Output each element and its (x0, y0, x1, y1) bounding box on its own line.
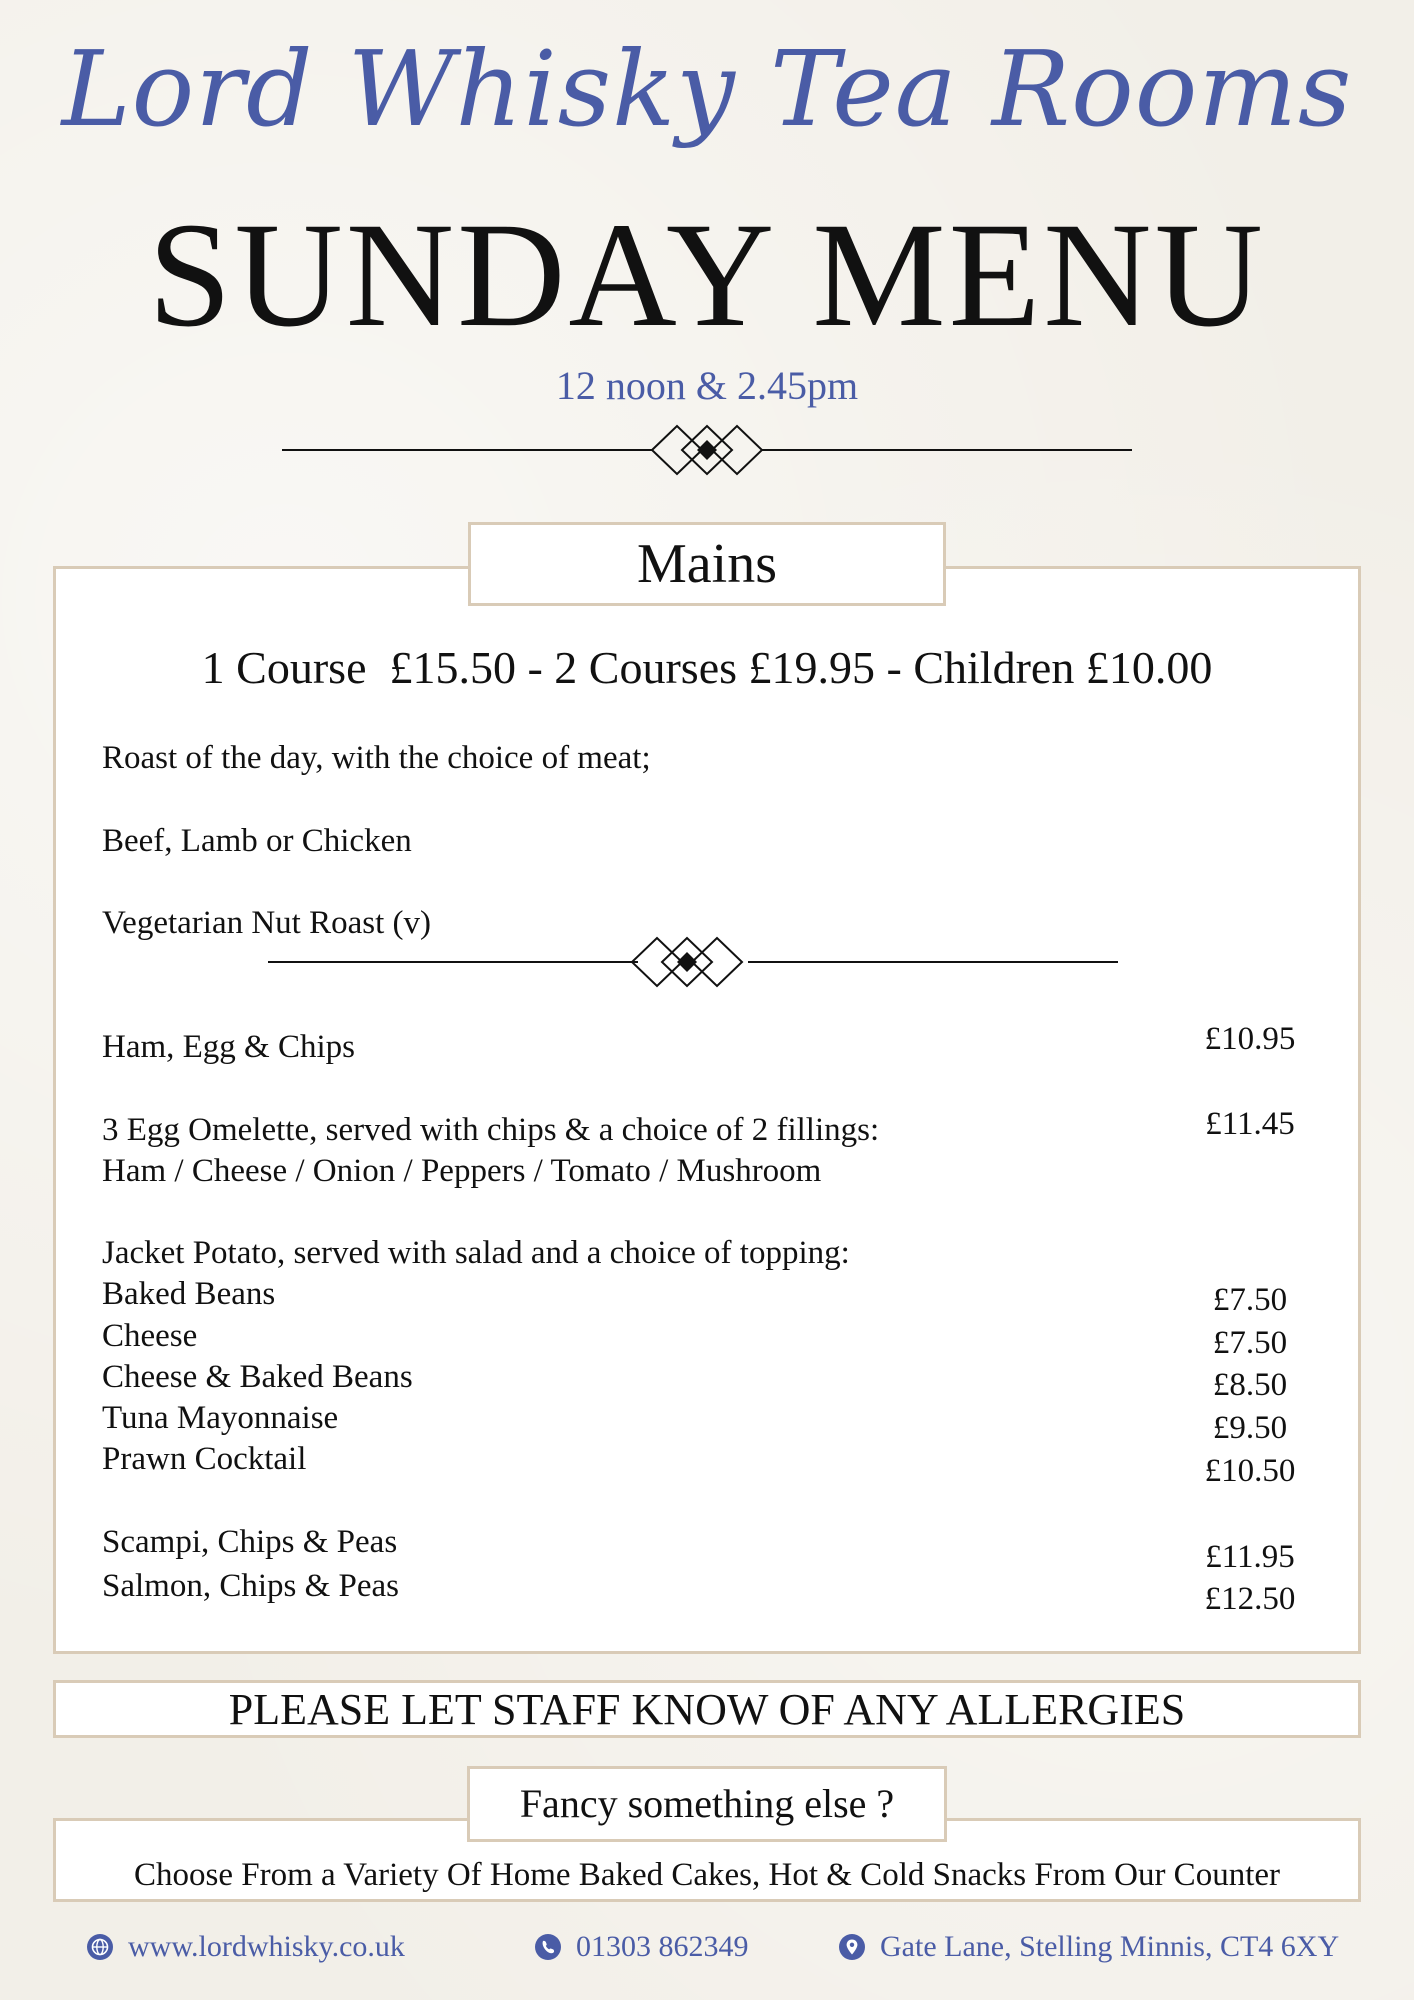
course-pricing: 1 Course £15.50 - 2 Courses £19.95 - Children £10.00 (201, 642, 1213, 693)
item-price: £7.50 (1212, 1282, 1288, 1318)
list-item: Jacket Potato, served with salad and a choice of topping: (102, 1235, 850, 1271)
list-item: Ham / Cheese / Onion / Peppers / Tomato / Mushroom (102, 1153, 822, 1189)
list-item: Tuna Mayonnaise (102, 1400, 339, 1436)
footer-website[interactable] (86, 1930, 405, 1964)
ornament-divider-mid (268, 932, 1118, 992)
item-price: £11.45 (1205, 1106, 1295, 1142)
item-price: £10.95 (1204, 1021, 1296, 1057)
list-item: 3 Egg Omelette, served with chips & a choice of 2 fillings: (102, 1112, 880, 1148)
ornament-divider-top (282, 420, 1132, 480)
footer-phone[interactable] (534, 1930, 749, 1964)
list-item: Baked Beans (102, 1276, 276, 1312)
list-item: Cheese (102, 1318, 198, 1354)
list-item: Salmon, Chips & Peas (102, 1568, 400, 1604)
address-text: Gate Lane, Stelling Minnis, CT4 6XY (880, 1930, 1340, 1963)
roast-meats: Beef, Lamb or Chicken (102, 823, 412, 859)
item-price: £11.95 (1205, 1539, 1295, 1575)
website-link[interactable]: www.lordwhisky.co.uk (128, 1930, 405, 1963)
list-item: Ham, Egg & Chips (102, 1029, 355, 1065)
list-item: Cheese & Baked Beans (102, 1359, 413, 1395)
phone-number[interactable]: 01303 862349 (576, 1930, 749, 1963)
page-title: SUNDAY MENU (148, 192, 1266, 358)
list-item: Scampi, Chips & Peas (102, 1524, 398, 1560)
phone-icon (534, 1933, 562, 1961)
list-item: Prawn Cocktail (102, 1441, 307, 1477)
roast-intro: Roast of the day, with the choice of meat; (102, 740, 651, 776)
item-price: £10.50 (1204, 1453, 1296, 1489)
globe-icon (86, 1933, 114, 1961)
mains-heading: Mains (468, 522, 946, 606)
item-price: £9.50 (1212, 1410, 1288, 1446)
item-price: £12.50 (1204, 1581, 1296, 1617)
extras-heading: Fancy something else ? (467, 1766, 947, 1842)
footer-address (838, 1930, 1339, 1964)
allergy-notice: PLEASE LET STAFF KNOW OF ANY ALLERGIES (53, 1680, 1361, 1738)
brand-title: Lord Whisky Tea Rooms (61, 28, 1353, 150)
counter-snacks-text: Choose From a Variety Of Home Baked Cakes, Hot & Cold Snacks From Our Counter (53, 1818, 1361, 1902)
item-price: £8.50 (1212, 1367, 1288, 1403)
location-pin-icon (838, 1933, 866, 1961)
service-times: 12 noon & 2.45pm (555, 363, 859, 408)
roast-vegetarian: Vegetarian Nut Roast (v) (102, 905, 431, 941)
item-price: £7.50 (1212, 1325, 1288, 1361)
